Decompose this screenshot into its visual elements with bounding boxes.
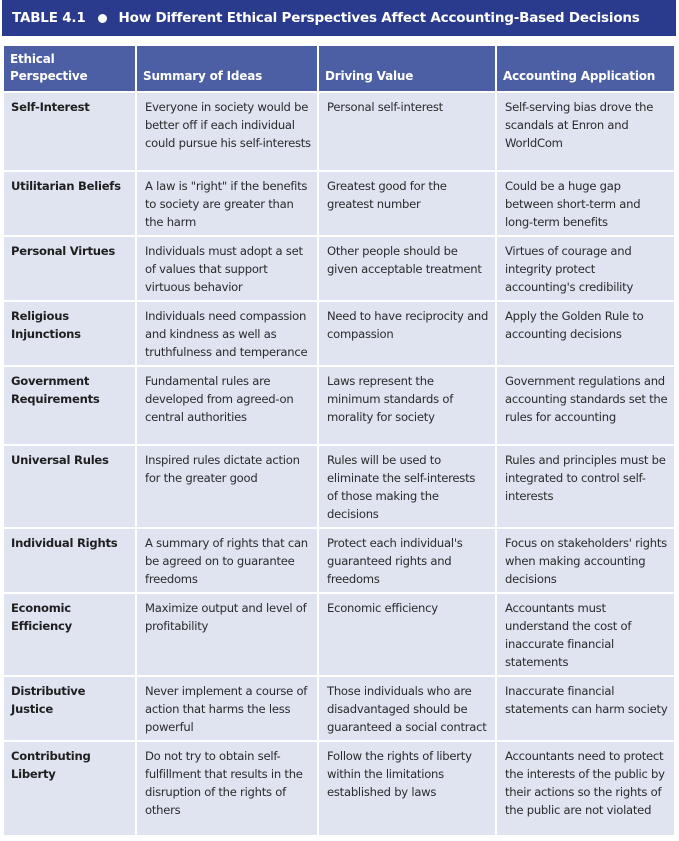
table-row — [4, 742, 674, 835]
row-accounting-application: Government regulations and accounting standards set the rules for accounting — [497, 367, 674, 444]
row-perspective: Contributing Liberty — [4, 742, 135, 835]
row-accounting-application: Virtues of courage and integrity protect accounting's credibility — [497, 237, 674, 300]
row-driving-value: Those individuals who are disadvantaged should be guaranteed a social contract — [319, 677, 495, 740]
row-summary: Inspired rules dictate action for the greater good — [137, 446, 317, 527]
row-perspective: Economic Efficiency — [4, 594, 135, 675]
row-driving-value: Rules will be used to eliminate the self-interests of those making the decisions — [319, 446, 495, 527]
row-summary: A law is "right" if the benefits to society are greater than the harm — [137, 172, 317, 235]
row-driving-value: Follow the rights of liberty within the limitations established by laws — [319, 742, 495, 835]
row-perspective: Utilitarian Beliefs — [4, 172, 135, 235]
row-summary: Everyone in society would be better off if each individual could pursue his self-interests — [137, 93, 317, 170]
header-row — [4, 46, 674, 91]
row-driving-value: Protect each individual's guaranteed rights and freedoms — [319, 529, 495, 592]
table-row — [4, 529, 674, 592]
row-accounting-application: Focus on stakeholders' rights when making accounting decisions — [497, 529, 674, 592]
row-perspective: Individual Rights — [4, 529, 135, 592]
row-summary: Individuals need compassion and kindness as well as truthfulness and temperance — [137, 302, 317, 365]
row-accounting-application: Inaccurate financial statements can harm society — [497, 677, 674, 740]
row-accounting-application: Apply the Golden Rule to accounting decisions — [497, 302, 674, 365]
row-perspective: Distributive Justice — [4, 677, 135, 740]
row-accounting-application: Accountants need to protect the interests of the public by their actions so the rights of the public are not violated — [497, 742, 674, 835]
table-row — [4, 302, 674, 365]
row-summary: Maximize output and level of profitability — [137, 594, 317, 675]
header-perspective: Ethical Perspective — [4, 46, 135, 91]
table-row — [4, 677, 674, 740]
row-perspective: Universal Rules — [4, 446, 135, 527]
row-driving-value: Personal self-interest — [319, 93, 495, 170]
table-row — [4, 93, 674, 170]
row-summary: Individuals must adopt a set of values that support virtuous behavior — [137, 237, 317, 300]
row-perspective: Self-Interest — [4, 93, 135, 170]
header-driving-value: Driving Value — [319, 46, 495, 91]
table-row — [4, 594, 674, 675]
table-label: TABLE 4.1 — [12, 10, 86, 26]
row-summary: A summary of rights that can be agreed on to guarantee freedoms — [137, 529, 317, 592]
row-perspective: Religious Injunctions — [4, 302, 135, 365]
row-driving-value: Other people should be given acceptable treatment — [319, 237, 495, 300]
row-summary: Do not try to obtain self-fulfillment that results in the disruption of the rights of others — [137, 742, 317, 835]
row-accounting-application: Self-serving bias drove the scandals at Enron and WorldCom — [497, 93, 674, 170]
header-summary: Summary of Ideas — [137, 46, 317, 91]
row-accounting-application: Could be a huge gap between short-term and long-term benefits — [497, 172, 674, 235]
bullet-dot-icon — [98, 14, 107, 23]
row-accounting-application: Rules and principles must be integrated to control self-interests — [497, 446, 674, 527]
table-title-bar — [2, 0, 676, 36]
row-accounting-application: Accountants must understand the cost of inaccurate financial statements — [497, 594, 674, 675]
row-summary: Fundamental rules are developed from agreed-on central authorities — [137, 367, 317, 444]
ethical-perspectives-table — [2, 44, 676, 837]
row-driving-value: Economic efficiency — [319, 594, 495, 675]
row-summary: Never implement a course of action that harms the less powerful — [137, 677, 317, 740]
row-perspective: Government Requirements — [4, 367, 135, 444]
table-row — [4, 446, 674, 527]
row-driving-value: Greatest good for the greatest number — [319, 172, 495, 235]
table-row — [4, 237, 674, 300]
header-accounting-application: Accounting Application — [497, 46, 674, 91]
row-perspective: Personal Virtues — [4, 237, 135, 300]
row-driving-value: Laws represent the minimum standards of morality for society — [319, 367, 495, 444]
table-row — [4, 172, 674, 235]
table-title: How Different Ethical Perspectives Affect Accounting-Based Decisions — [118, 10, 640, 26]
table-row — [4, 367, 674, 444]
row-driving-value: Need to have reciprocity and compassion — [319, 302, 495, 365]
